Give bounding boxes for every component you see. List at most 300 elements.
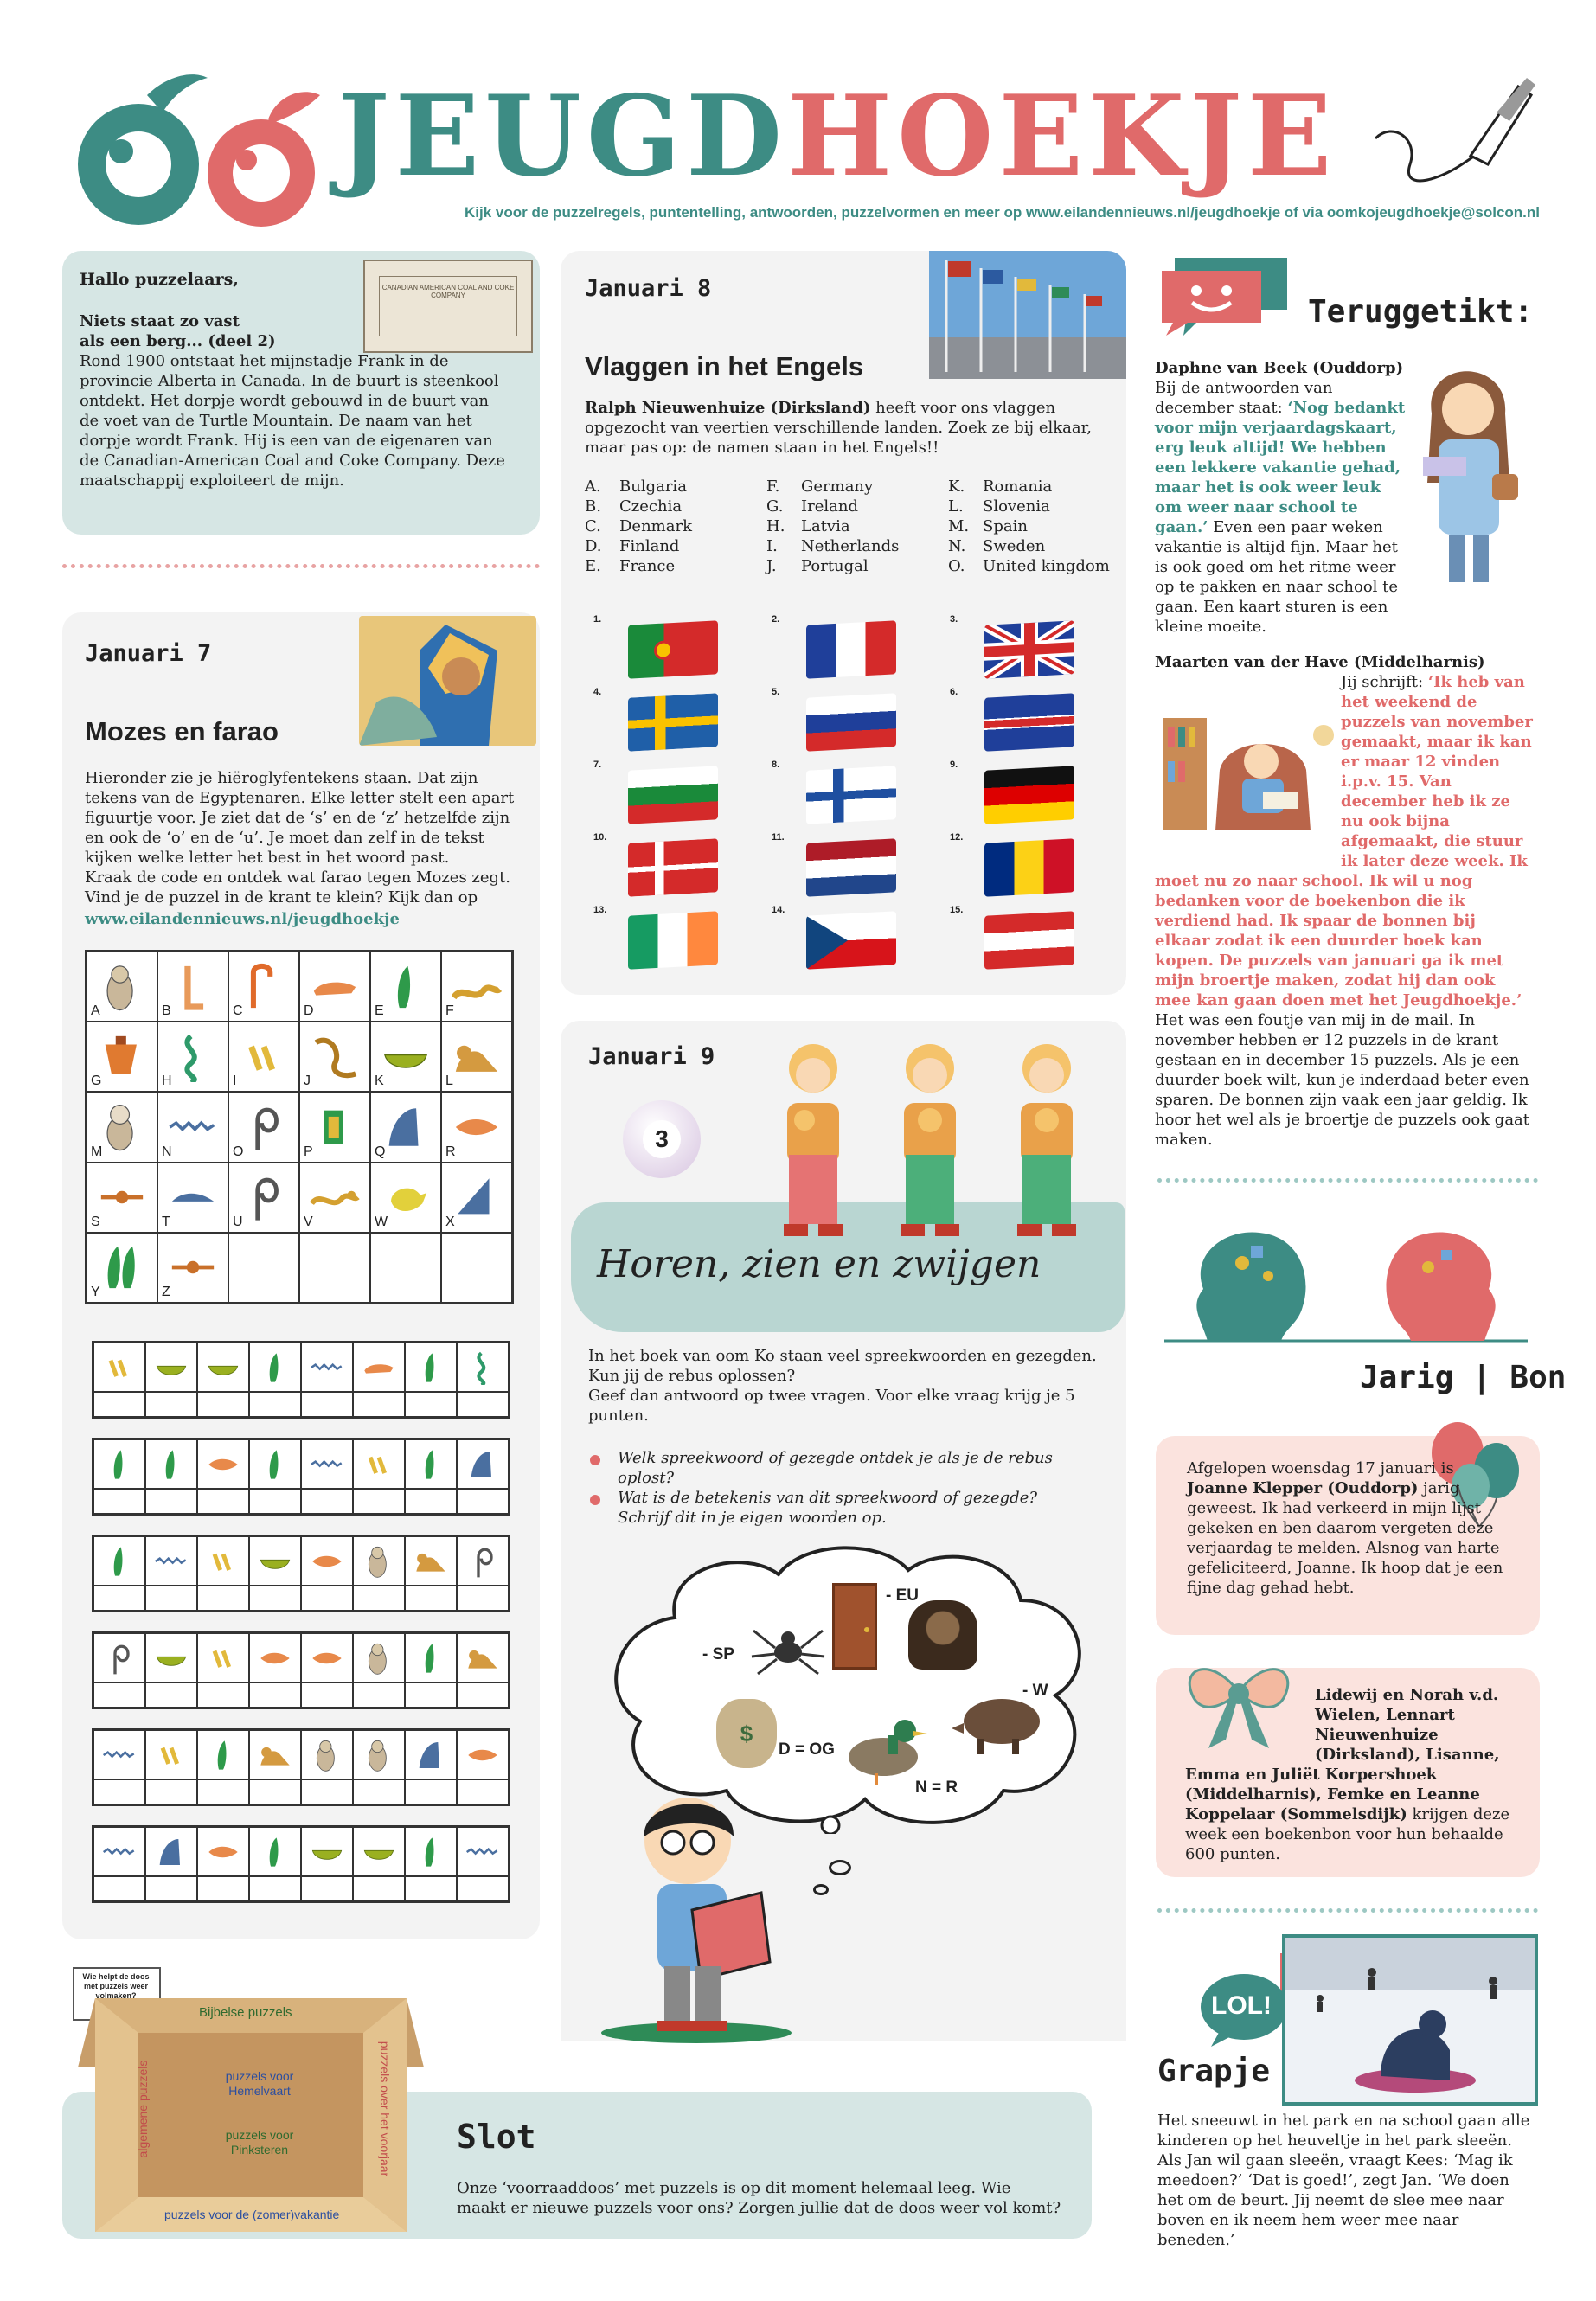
flag-3 <box>984 620 1074 678</box>
hieroglyph-e-icon <box>258 1350 292 1385</box>
country-letter: E. <box>585 557 601 575</box>
hieroglyph-n-icon <box>154 1544 189 1579</box>
key-cell <box>441 952 512 1022</box>
flagpoles-image <box>929 251 1126 379</box>
box-label-bottom: puzzels voor de (zomer)vakantie <box>164 2208 340 2221</box>
hieroglyph-a-icon <box>362 1544 396 1579</box>
answer-input-cell[interactable] <box>457 1682 509 1708</box>
hieroglyph-r-icon <box>206 1447 240 1482</box>
jan7-title: Mozes en farao <box>85 716 279 747</box>
answer-input-cell[interactable] <box>249 1489 301 1514</box>
answer-input-cell[interactable] <box>405 1489 457 1514</box>
box-note: Wie helpt de doos met puzzels weer volmaken? <box>82 1972 150 2000</box>
answer-glyph-cell <box>457 1730 509 1779</box>
hieroglyph-u-icon <box>239 1172 289 1222</box>
flag-number: 4. <box>593 687 602 697</box>
hieroglyph-e-icon <box>413 1350 448 1385</box>
answer-input-cell[interactable] <box>353 1392 405 1417</box>
answer-glyph-cell <box>93 1633 145 1682</box>
answer-input-cell[interactable] <box>405 1392 457 1417</box>
key-letter: O <box>233 1144 244 1159</box>
portugal-emblem <box>654 640 673 660</box>
flag-number: 7. <box>593 760 602 770</box>
key-cell-empty <box>370 1233 441 1303</box>
answer-input-cell[interactable] <box>145 1489 197 1514</box>
three-boys-image <box>753 1034 1107 1246</box>
key-letter: L <box>445 1074 453 1089</box>
answer-input-cell[interactable] <box>405 1586 457 1611</box>
key-letter: B <box>162 1003 171 1019</box>
answer-glyph-cell <box>197 1633 249 1682</box>
answer-input-cell[interactable] <box>145 1682 197 1708</box>
answer-input-cell[interactable] <box>353 1682 405 1708</box>
jan9-body: In het boek van oom Ko staan veel spreekwoorden en gezegden. Kun jij de rebus oplossen? Geef dan antwoord op twee vragen. Voor elke vraag krijg je 5 punten. <box>588 1347 1097 1425</box>
hieroglyph-n-icon <box>465 1835 500 1869</box>
answer-glyph-cell <box>249 1730 301 1779</box>
answer-input-cell[interactable] <box>405 1876 457 1901</box>
title-part-2: HOEKJE <box>787 72 1337 202</box>
hieroglyph-i-icon <box>154 1738 189 1772</box>
hieroglyph-n-icon <box>310 1447 344 1482</box>
flag-number: 13. <box>593 905 607 915</box>
answer-input-cell[interactable] <box>353 1876 405 1901</box>
jan8-author: Ralph Nieuwenhuize (Dirksland) <box>585 399 871 417</box>
flag-6 <box>984 693 1074 751</box>
hieroglyph-l-icon <box>258 1738 292 1772</box>
flag-number: 10. <box>593 832 607 843</box>
b1-name: Joanne Klepper (Ouddorp) <box>1187 1479 1419 1497</box>
divider <box>1157 1908 1538 1913</box>
answer-input-cell[interactable] <box>93 1586 145 1611</box>
hieroglyph-e-icon <box>206 1738 240 1772</box>
boar-image <box>952 1689 1047 1756</box>
intro-lead: Niets staat zo vast als een berg... (deel 2) <box>80 312 276 350</box>
hieroglyph-e-icon <box>413 1641 448 1676</box>
answer-glyph-cell <box>145 1536 197 1586</box>
answer-glyph-cell <box>405 1536 457 1586</box>
hieroglyph-n-icon <box>102 1738 137 1772</box>
jan9-date: Januari 9 <box>588 1043 715 1070</box>
flag-number: 5. <box>772 687 780 697</box>
key-cell <box>157 1233 228 1303</box>
answer-glyph-cell <box>197 1536 249 1586</box>
hieroglyph-t-icon <box>168 1172 218 1222</box>
key-cell-empty <box>441 1233 512 1303</box>
jan7-link[interactable]: www.eilandennieuws.nl/jeugdhoekje <box>85 910 401 928</box>
country-name: United kingdom <box>983 557 1110 575</box>
country-name: Slovenia <box>983 497 1050 516</box>
jan8-title: Vlaggen in het Engels <box>585 351 864 381</box>
country-item <box>948 497 1050 516</box>
chimp-image <box>908 1600 977 1670</box>
uk-cross <box>984 620 1074 678</box>
hieroglyph-r-icon <box>310 1641 344 1676</box>
answer-input-cell[interactable] <box>301 1876 353 1901</box>
p1-post: Even een paar weken vakantie is altijd fijn. Maar het is ook goed om het ritme weer op te pakken en naar school te gaan. Een kaart sturen is een kleine moeite. <box>1155 518 1399 636</box>
country-name: Sweden <box>983 537 1046 555</box>
answer-row[interactable] <box>92 1631 510 1709</box>
key-letter: P <box>304 1144 313 1159</box>
answer-glyph-cell <box>197 1730 249 1779</box>
flag-number: 15. <box>950 905 964 915</box>
answer-glyph-cell <box>93 1827 145 1876</box>
flag-9 <box>984 766 1074 824</box>
hieroglyph-k-icon <box>362 1835 396 1869</box>
page-title <box>337 72 1337 202</box>
answer-glyph-cell <box>249 1536 301 1586</box>
answer-input-cell[interactable] <box>249 1876 301 1901</box>
answer-input-cell[interactable] <box>353 1586 405 1611</box>
answer-input-cell[interactable] <box>405 1779 457 1804</box>
hieroglyph-q-icon <box>413 1738 448 1772</box>
key-cell <box>441 1092 512 1162</box>
country-item <box>585 478 687 496</box>
hieroglyph-g-icon <box>97 1032 147 1082</box>
answer-input-cell[interactable] <box>93 1392 145 1417</box>
answer-input-cell[interactable] <box>197 1586 249 1611</box>
flag-number: 8. <box>772 760 780 770</box>
hieroglyph-b-icon <box>168 962 218 1012</box>
key-cell <box>370 1092 441 1162</box>
key-letter: U <box>233 1214 243 1229</box>
hieroglyph-n-icon <box>102 1835 137 1869</box>
rebus-label-dog: D = OG <box>779 1740 835 1759</box>
jarig-title: Jarig | Bon <box>1360 1360 1567 1395</box>
answer-input-cell[interactable] <box>457 1779 509 1804</box>
answer-glyph-cell <box>249 1633 301 1682</box>
box-label-right: puzzels over het voorjaar <box>378 2041 392 2177</box>
hieroglyph-h-icon <box>465 1350 500 1385</box>
flag-4 <box>628 693 718 751</box>
p1-pre: Bij de antwoorden van december staat: <box>1155 379 1333 417</box>
answer-glyph-cell <box>301 1633 353 1682</box>
answer-row[interactable] <box>92 1728 510 1806</box>
hieroglyph-a-icon <box>310 1738 344 1772</box>
p2-name: Maarten van der Have (Middelharnis) <box>1155 653 1485 671</box>
jan8-date: Januari 8 <box>585 275 712 302</box>
answer-input-cell[interactable] <box>301 1779 353 1804</box>
country-list <box>585 478 1121 581</box>
answer-glyph-cell <box>249 1439 301 1489</box>
flag-14 <box>806 911 896 969</box>
answer-glyph-cell <box>249 1827 301 1876</box>
answer-glyph-cell <box>405 1343 457 1392</box>
key-cell <box>87 1233 157 1303</box>
key-cell <box>299 1092 370 1162</box>
country-letter: O. <box>948 557 965 575</box>
text-wrap-spacer <box>1185 1685 1315 1763</box>
answer-glyph-cell <box>353 1439 405 1489</box>
share-certificate-image <box>363 260 533 353</box>
box-label-center-2: puzzels voor Pinksteren <box>225 2128 294 2157</box>
country-name: France <box>619 557 676 575</box>
hieroglyph-q-icon <box>381 1102 431 1152</box>
jarig-entry-1 <box>1187 1458 1514 1598</box>
answer-glyph-cell <box>301 1730 353 1779</box>
hieroglyph-j-icon <box>310 1032 360 1082</box>
key-letter: A <box>91 1003 100 1019</box>
hieroglyph-k-icon <box>310 1835 344 1869</box>
key-letter: N <box>162 1144 172 1159</box>
slot-title: Slot <box>457 2118 536 2156</box>
flag-number: 11. <box>772 832 785 843</box>
key-letter: I <box>233 1074 237 1089</box>
answer-input-cell[interactable] <box>457 1392 509 1417</box>
country-item <box>948 537 1045 555</box>
answer-glyph-cell <box>301 1536 353 1586</box>
answer-row[interactable] <box>92 1438 510 1516</box>
b2-post: krijgen deze week een boekenbon voor hun behaalde 600 punten. <box>1185 1805 1510 1863</box>
answer-glyph-cell <box>93 1343 145 1392</box>
answer-glyph-cell <box>145 1827 197 1876</box>
answer-glyph-cell <box>301 1827 353 1876</box>
answer-glyph-cell <box>301 1439 353 1489</box>
key-letter: W <box>375 1214 388 1229</box>
answer-row[interactable] <box>92 1341 510 1419</box>
country-name: Germany <box>801 478 874 496</box>
answer-input-cell[interactable] <box>93 1779 145 1804</box>
title-part-1: JEUGD <box>337 72 788 202</box>
hieroglyph-i-icon <box>102 1350 137 1385</box>
answer-glyph-cell <box>197 1439 249 1489</box>
flag-7 <box>628 766 718 824</box>
answer-input-cell[interactable] <box>249 1586 301 1611</box>
b2-names: Lidewij en Norah v.d. Wielen, Lennart Nieuwenhuize (Dirksland), Lisanne, Emma en Juliët Korpershoek (Middelharnis), Femke en Leanne Koppelaar (Sommelsdijk) <box>1185 1686 1500 1823</box>
key-letter: E <box>375 1003 384 1019</box>
country-letter: J. <box>766 557 777 575</box>
hieroglyph-e-icon <box>381 962 431 1012</box>
chat-bubble-icon <box>1157 249 1296 344</box>
hieroglyph-e-icon <box>258 1447 292 1482</box>
terug-entry-1 <box>1155 358 1410 637</box>
hieroglyph-w-icon <box>381 1172 431 1222</box>
answer-input-cell[interactable] <box>197 1876 249 1901</box>
flag-8 <box>806 766 896 824</box>
answer-input-cell[interactable] <box>197 1779 249 1804</box>
hieroglyph-e-icon <box>258 1835 292 1869</box>
key-cell <box>299 952 370 1022</box>
thought-bubble-small-2 <box>813 1884 829 1895</box>
hieroglyph-z-icon <box>168 1242 218 1292</box>
intro-greeting: Hallo puzzelaars, <box>80 270 239 289</box>
hieroglyph-f-icon <box>452 962 502 1012</box>
answer-input-cell[interactable] <box>301 1682 353 1708</box>
key-letter: R <box>445 1144 456 1159</box>
answer-input-cell[interactable] <box>93 1876 145 1901</box>
answer-input-cell[interactable] <box>249 1392 301 1417</box>
czech-triangle <box>806 913 848 970</box>
key-cell <box>370 1022 441 1092</box>
country-item <box>766 557 869 575</box>
grapje-title: Grapje <box>1157 2054 1271 2089</box>
answer-input-cell[interactable] <box>353 1779 405 1804</box>
intro-body: Rond 1900 ontstaat het mijnstadje Frank in de provincie Alberta in Canada. In de buurt is steenkool ontdekt. Het dorpje wordt gebouwd in de buurt van de voet van de Turtle Mountain. De naam van het dorpje wordt Frank. Hij is een van de eigenaren van de Canadian-American Coal and Coke Company. Deze maatschappij exploiteert de mijn. <box>80 352 505 490</box>
answer-glyph-cell <box>197 1827 249 1876</box>
country-item <box>585 497 682 516</box>
flags-area <box>585 614 1104 986</box>
pen-icon <box>1367 69 1540 199</box>
answer-input-cell[interactable] <box>145 1779 197 1804</box>
answer-glyph-cell <box>405 1730 457 1779</box>
jarig-entry-2 <box>1185 1685 1514 1864</box>
rebus-label-eu: - EU <box>886 1586 919 1605</box>
key-cell <box>228 1022 299 1092</box>
answer-glyph-cell <box>353 1730 405 1779</box>
country-name: Denmark <box>619 517 692 535</box>
answer-glyph-cell <box>353 1633 405 1682</box>
flag-11 <box>806 838 896 896</box>
country-name: Netherlands <box>801 537 900 555</box>
answer-input-cell[interactable] <box>301 1489 353 1514</box>
answer-input-cell[interactable] <box>145 1876 197 1901</box>
answer-row[interactable] <box>92 1535 510 1612</box>
key-cell <box>370 952 441 1022</box>
answer-input-cell[interactable] <box>197 1489 249 1514</box>
door-image <box>832 1583 877 1670</box>
answer-glyph-cell <box>457 1633 509 1682</box>
answer-input-cell[interactable] <box>457 1876 509 1901</box>
answer-glyph-cell <box>405 1439 457 1489</box>
hieroglyph-key-grid <box>85 950 514 1304</box>
country-item <box>585 557 675 575</box>
country-item <box>766 537 899 555</box>
box-label-left: algemene puzzels <box>136 2060 150 2158</box>
key-cell <box>370 1163 441 1233</box>
answer-input-cell[interactable] <box>249 1779 301 1804</box>
answer-row[interactable] <box>92 1825 510 1903</box>
duck-image <box>836 1709 931 1787</box>
hieroglyph-k-icon <box>381 1032 431 1082</box>
key-cell <box>157 1022 228 1092</box>
jan7-date: Januari 7 <box>85 640 212 667</box>
answer-input-cell[interactable] <box>197 1392 249 1417</box>
country-name: Romania <box>983 478 1053 496</box>
answer-input-cell[interactable] <box>93 1682 145 1708</box>
key-cell <box>87 1163 157 1233</box>
ball-number <box>623 1100 701 1178</box>
hieroglyph-m-icon <box>97 1102 147 1152</box>
key-cell <box>87 1022 157 1092</box>
answer-glyph-cell <box>405 1827 457 1876</box>
country-name: Ireland <box>801 497 858 516</box>
country-letter: K. <box>948 478 965 496</box>
answer-glyph-cell <box>145 1343 197 1392</box>
hieroglyph-o-icon <box>239 1102 289 1152</box>
key-letter: G <box>91 1074 102 1089</box>
answer-glyph-cell <box>145 1730 197 1779</box>
question-2: Wat is de betekenis van dit spreekwoord of gezegde? Schrijf dit in je eigen woorden op. <box>618 1489 1037 1527</box>
hieroglyph-r-icon <box>206 1835 240 1869</box>
key-letter: T <box>162 1214 170 1229</box>
jan8-intro <box>585 398 1104 458</box>
country-name: Finland <box>619 537 680 555</box>
hieroglyph-l-icon <box>452 1032 502 1082</box>
flag-number: 12. <box>950 832 964 843</box>
answer-input-cell[interactable] <box>249 1682 301 1708</box>
hieroglyph-r-icon <box>452 1102 502 1152</box>
answer-glyph-cell <box>93 1536 145 1586</box>
hieroglyph-o-icon <box>102 1641 137 1676</box>
hieroglyph-i-icon <box>239 1032 289 1082</box>
answer-input-cell[interactable] <box>145 1586 197 1611</box>
hieroglyph-n-icon <box>168 1102 218 1152</box>
hieroglyph-o-icon <box>465 1544 500 1579</box>
answer-input-cell[interactable] <box>197 1682 249 1708</box>
answer-glyph-cell <box>353 1343 405 1392</box>
thought-bubble-small-1 <box>829 1860 851 1875</box>
answer-glyph-cell <box>145 1439 197 1489</box>
answer-input-cell[interactable] <box>405 1682 457 1708</box>
answer-glyph-cell <box>145 1633 197 1682</box>
country-name: Latvia <box>801 517 850 535</box>
answer-input-cell[interactable] <box>145 1392 197 1417</box>
flag-5 <box>806 693 896 751</box>
rebus-label-nr: N = R <box>915 1779 958 1797</box>
country-letter: H. <box>766 517 785 535</box>
hieroglyph-l-icon <box>465 1641 500 1676</box>
lol-badge-text: LOL! <box>1211 1991 1272 2020</box>
country-item <box>585 517 692 535</box>
answer-glyph-cell <box>457 1343 509 1392</box>
key-cell <box>228 1163 299 1233</box>
key-cell-empty <box>299 1233 370 1303</box>
answer-input-cell[interactable] <box>353 1489 405 1514</box>
hieroglyph-r-icon <box>465 1738 500 1772</box>
key-letter: C <box>233 1003 243 1019</box>
country-letter: G. <box>766 497 784 516</box>
flag-number: 3. <box>950 614 958 625</box>
hieroglyph-e-icon <box>102 1544 137 1579</box>
hieroglyph-e-icon <box>413 1835 448 1869</box>
country-letter: B. <box>585 497 601 516</box>
answer-input-cell[interactable] <box>93 1489 145 1514</box>
p2-post: Het was een foutje van mij in de mail. In november hebben er 12 puzzels in de krant gestaan en in december 15 puzzels. Als je een duurder boek wilt, kun je inderdaad beter even sparen. De bonnen zijn vaak een jaar geldig. Ik hoor het wel als je broertje de puzzels ook gaat maken. <box>1155 1011 1530 1149</box>
country-letter: D. <box>585 537 602 555</box>
hieroglyph-e-icon <box>102 1447 137 1482</box>
key-letter: D <box>304 1003 314 1019</box>
answer-input-cell[interactable] <box>457 1489 509 1514</box>
hieroglyph-k-icon <box>258 1544 292 1579</box>
key-letter: V <box>304 1214 313 1229</box>
answer-input-cell[interactable] <box>301 1392 353 1417</box>
money-bag-image <box>716 1699 777 1768</box>
country-letter: I. <box>766 537 778 555</box>
key-letter: Z <box>162 1284 170 1299</box>
answer-input-cell[interactable] <box>301 1586 353 1611</box>
flag-2 <box>806 620 896 678</box>
key-letter: K <box>375 1074 384 1089</box>
hieroglyph-k-icon <box>154 1641 189 1676</box>
p2-quote: ‘Ik heb van het weekend de puzzels van november gemaakt, maar ik kan er maar 12 vinden i.p.v. 15. Van december heb ik ze nu ook bijna afgemaakt, die stuur ik later deze week. Ik moet nu zo naar school. Ik wil u nog bedanken voor de boekenbon die ik verdiend had. Ik spaar de bonnen bij elkaar zodat ik een duurder boek kan kopen. De puzzels van januari ga ik met mijn broertje maken, zodat hij dan ook mee kan gaan doen met het Jeugdhoekje.’ <box>1155 673 1533 1009</box>
country-name: Czechia <box>619 497 683 516</box>
country-letter: L. <box>948 497 964 516</box>
hieroglyph-e-icon <box>413 1447 448 1482</box>
answer-glyph-cell <box>197 1343 249 1392</box>
boy-reading-image <box>588 1789 804 2045</box>
country-letter: C. <box>585 517 601 535</box>
terug-entry-2 <box>1155 652 1535 672</box>
hieroglyph-k-icon <box>206 1350 240 1385</box>
answer-glyph-cell <box>457 1827 509 1876</box>
country-item <box>585 537 679 555</box>
key-letter: Y <box>91 1284 100 1299</box>
hieroglyph-c-icon <box>239 962 289 1012</box>
hieroglyph-h-icon <box>168 1032 218 1082</box>
key-letter: J <box>304 1074 311 1089</box>
country-letter: F. <box>766 478 780 496</box>
answer-input-cell[interactable] <box>457 1586 509 1611</box>
p1-quote: ‘Nog bedankt voor mijn verjaardagskaart, erg leuk altijd! We hebben een lekkere vakantie gehad, maar het is ook weer leuk om weer naar school te gaan.’ <box>1155 399 1406 536</box>
